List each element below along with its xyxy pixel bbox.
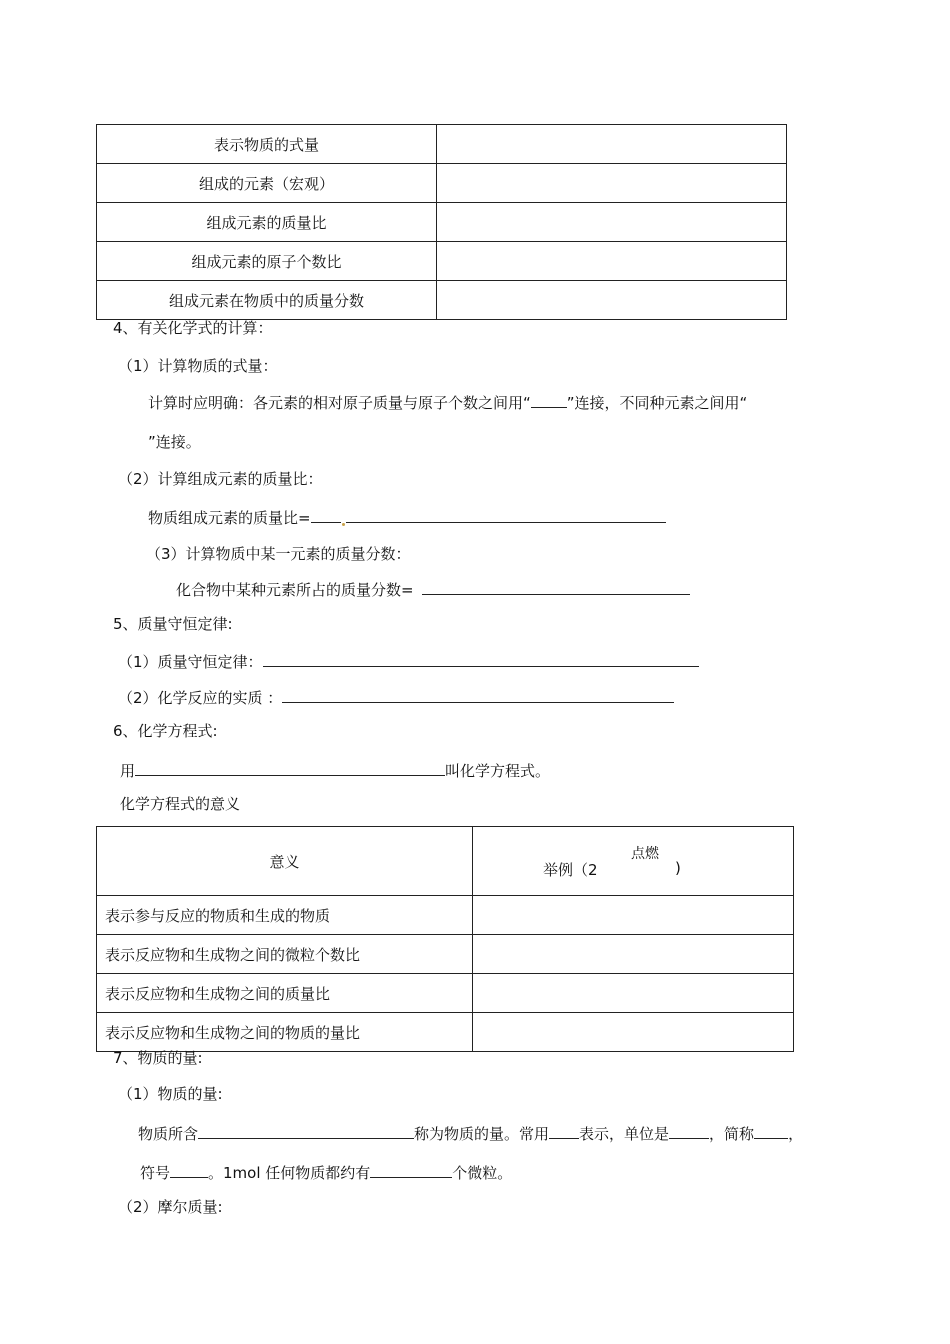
section-4-part-2: （2）计算组成元素的质量比： <box>118 470 323 488</box>
text-segment: 符号 <box>140 1164 171 1182</box>
fill-blank[interactable] <box>282 686 674 703</box>
table-cell-answer[interactable] <box>437 281 787 320</box>
table-row <box>97 125 787 164</box>
table-cell-label: 表示反应物和生成物之间的质量比 <box>97 974 473 1013</box>
table-row <box>97 896 794 935</box>
section-4-part-3: （3）计算物质中某一元素的质量分数： <box>146 545 411 563</box>
table-cell-answer[interactable] <box>473 935 794 974</box>
reaction-condition: 点燃 <box>631 846 659 862</box>
fill-blank[interactable] <box>311 506 341 523</box>
text-segment: 用 <box>120 762 136 780</box>
table-row <box>97 281 787 320</box>
fill-blank[interactable] <box>422 578 690 595</box>
mass-ratio-line <box>148 506 666 528</box>
text-segment: 。1mol 任何物质都约有 <box>208 1164 371 1182</box>
equation-meaning-heading: 化学方程式的意义 <box>120 795 241 813</box>
text-segment: 表示，单位是 <box>579 1125 670 1143</box>
text-segment: 化合物中某种元素所占的质量分数= <box>176 581 414 599</box>
table-cell-answer[interactable] <box>473 896 794 935</box>
table-cell-label: 表示物质的式量 <box>97 125 437 164</box>
fill-blank[interactable] <box>198 1122 414 1139</box>
table-row <box>97 974 794 1013</box>
table-cell-label: 表示反应物和生成物之间的微粒个数比 <box>97 935 473 974</box>
table-cell-label: 表示反应物和生成物之间的物质的量比 <box>97 1013 473 1052</box>
fill-blank[interactable] <box>549 1122 579 1139</box>
text-segment: （2）化学反应的实质 ： <box>118 689 283 707</box>
table-row <box>97 203 787 242</box>
fill-blank[interactable] <box>170 1161 208 1178</box>
amount-of-substance-line-1 <box>138 1122 803 1144</box>
table-row <box>97 935 794 974</box>
section-7-part-1: （1）物质的量: <box>118 1085 223 1103</box>
text-segment: （1）质量守恒定律： <box>118 653 263 671</box>
text-segment: 个微粒。 <box>452 1164 513 1182</box>
example-end: ) <box>675 859 681 877</box>
fill-blank[interactable] <box>531 391 567 408</box>
table-row <box>97 242 787 281</box>
section-4-line-2: ”连接。 <box>148 433 201 451</box>
section-4-line-1 <box>148 391 747 413</box>
table-row <box>97 164 787 203</box>
table-cell-label: 组成的元素（宏观） <box>97 164 437 203</box>
fill-blank[interactable] <box>346 506 666 523</box>
section-4-part-1: （1）计算物质的式量： <box>118 357 278 375</box>
equation-meaning-table <box>96 826 794 1052</box>
table-cell-label: 表示参与反应的物质和生成的物质 <box>97 896 473 935</box>
fill-blank[interactable] <box>669 1122 709 1139</box>
section-6-title: 6、化学方程式: <box>113 722 218 740</box>
fill-blank[interactable] <box>754 1122 788 1139</box>
formula-info-table <box>96 124 787 320</box>
section-7-title: 7、物质的量: <box>113 1049 203 1067</box>
text-segment: 叫化学方程式。 <box>445 762 551 780</box>
amount-of-substance-line-2 <box>140 1161 512 1183</box>
example-label: 举例（2 <box>543 861 598 879</box>
section-4-title: 4、有关化学式的计算： <box>113 319 273 337</box>
fill-blank[interactable] <box>263 650 699 667</box>
reaction-essence-line <box>118 686 674 708</box>
table-cell-label: 组成元素的原子个数比 <box>97 242 437 281</box>
table-cell-answer[interactable] <box>473 974 794 1013</box>
text-segment: ， <box>788 1125 804 1143</box>
fill-blank[interactable] <box>135 759 445 776</box>
table-cell-answer[interactable] <box>437 242 787 281</box>
mark-dot <box>342 523 345 526</box>
header-example <box>473 827 794 896</box>
table-cell-answer[interactable] <box>437 125 787 164</box>
text-segment: ”连接，不同种元素之间用“ <box>566 394 748 412</box>
table-cell-answer[interactable] <box>437 164 787 203</box>
fill-blank[interactable] <box>370 1161 452 1178</box>
table-row <box>97 1013 794 1052</box>
table-cell-label: 组成元素在物质中的质量分数 <box>97 281 437 320</box>
text-segment: 物质所含 <box>138 1125 199 1143</box>
header-meaning: 意义 <box>97 827 473 896</box>
text-segment: 称为物质的量。常用 <box>414 1125 550 1143</box>
section-5-title: 5、质量守恒定律: <box>113 615 233 633</box>
conservation-law-line <box>118 650 699 672</box>
text-segment: 计算时应明确：各元素的相对原子质量与原子个数之间用“ <box>148 394 531 412</box>
table-cell-answer[interactable] <box>437 203 787 242</box>
equation-definition-line <box>120 759 550 781</box>
text-segment: 物质组成元素的质量比= <box>148 509 311 527</box>
table-cell-answer[interactable] <box>473 1013 794 1052</box>
table-cell-label: 组成元素的质量比 <box>97 203 437 242</box>
section-7-part-2: （2）摩尔质量: <box>118 1198 223 1216</box>
text-segment: ，简称 <box>709 1125 755 1143</box>
table-header-row <box>97 827 794 896</box>
mass-fraction-line <box>176 578 690 600</box>
